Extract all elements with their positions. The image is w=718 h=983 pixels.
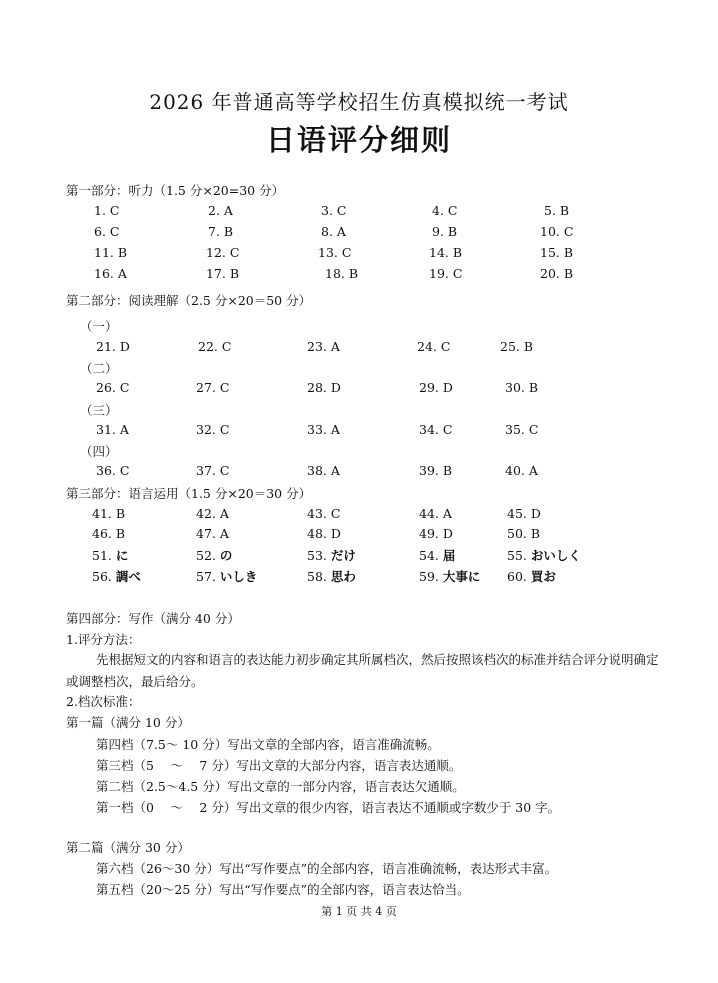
page-footer: 第 1 页 共 4 页 [321,905,397,918]
answer-item: 25. B [500,339,534,354]
answer-item: 24. C [417,339,451,354]
answer-item: 29. D [419,380,453,395]
answer-item: 44. A [419,506,452,521]
answer-item: 38. A [307,463,340,478]
answer-item: 30. B [505,380,539,395]
answer-item: 6. C [94,224,120,239]
document-title: 日语评分细则 [265,123,452,157]
answer-item: 35. C [505,422,539,437]
answer-item: 27. C [196,380,230,395]
answer-item: 15. B [540,245,574,260]
answer-item: 45. D [507,506,541,521]
answer-item: 60. 買お [507,569,556,584]
answer-item: 5. B [544,203,570,218]
essay2-heading: 第二篇（满分 30 分） [66,840,190,855]
answer-item: 57. いしき [196,569,258,584]
answer-item: 33. A [307,422,340,437]
answer-item: 37. C [196,463,230,478]
answer-item: 21. D [96,339,130,354]
answer-item: 54. 届 [419,548,456,563]
answer-item: 28. D [307,380,341,395]
answer-item: 36. C [96,463,130,478]
method-heading: 1.评分方法： [66,632,141,647]
answer-item: 12. C [206,245,240,260]
answer-item: 55. おいしく [507,548,581,563]
part2-heading: 第二部分：阅读理解（2.5 分×20＝50 分） [66,293,312,308]
criteria-line: 第四档（7.5～ 10 分）写出文章的全部内容，语言准确流畅。 [96,737,440,752]
answer-item: 7. B [208,224,234,239]
answer-item: 20. B [540,266,574,281]
group-label: （四） [80,444,118,459]
answer-item: 17. B [206,266,240,281]
answer-item: 23. A [307,339,340,354]
answer-item: 56. 調べ [92,569,141,584]
answer-item: 41. B [92,506,126,521]
answer-item: 52. の [196,548,233,563]
answer-item: 58. 思わ [307,569,356,584]
answer-item: 32. C [196,422,230,437]
answer-item: 11. B [94,245,128,260]
answer-item: 18. B [325,266,359,281]
answer-item: 1. C [94,203,120,218]
answer-item: 22. C [198,339,232,354]
group-label: （一） [80,319,118,334]
answer-item: 19. C [429,266,463,281]
answer-item: 50. B [507,526,541,541]
part4-heading: 第四部分：写作（满分 40 分） [66,611,240,626]
answer-item: 34. C [419,422,453,437]
answer-item: 13. C [318,245,352,260]
standard-heading: 2.档次标准： [66,694,141,709]
answer-item: 8. A [321,224,346,239]
answer-item: 31. A [96,422,129,437]
answer-item: 39. B [419,463,453,478]
answer-item: 43. C [307,506,341,521]
criteria-line: 第二档（2.5～4.5 分）写出文章的一部分内容，语言表达欠通顺。 [96,779,465,794]
group-label: （三） [80,403,118,418]
part3-heading: 第三部分：语言运用（1.5 分×20＝30 分） [66,486,312,501]
exam-title: 2026 年普通高等学校招生仿真模拟统一考试 [149,90,569,114]
answer-item: 53. だけ [307,548,356,563]
answer-item: 4. C [432,203,458,218]
answer-item: 42. A [196,506,229,521]
answer-item: 3. C [321,203,347,218]
method-text: 先根据短文的内容和语言的表达能力初步确定其所属档次，然后按照该档次的标准并结合评分说明确定或调整档次，最后给分。 [66,652,659,689]
answer-item: 40. A [505,463,538,478]
answer-item: 48. D [307,526,341,541]
answer-item: 49. D [419,526,453,541]
part1-heading: 第一部分：听力（1.5 分×20=30 分） [66,183,285,198]
criteria-line: 第六档（26～30 分）写出“写作要点”的全部内容，语言准确流畅，表达形式丰富。 [96,861,558,876]
essay1-heading: 第一篇（满分 10 分） [66,715,190,730]
answer-item: 10. C [540,224,574,239]
criteria-line: 第五档（20～25 分）写出“写作要点”的全部内容，语言表达恰当。 [96,882,470,897]
group-label: （二） [80,361,118,376]
answer-item: 14. B [429,245,463,260]
answer-item: 46. B [92,526,126,541]
criteria-line: 第三档（5 ～ 7 分）写出文章的大部分内容，语言表达通顺。 [96,758,462,773]
criteria-line: 第一档（0 ～ 2 分）写出文章的很少内容，语言表达不通顺或字数少于 30 字。 [96,800,561,815]
answer-item: 59. 大事に [419,569,481,584]
answer-item: 47. A [196,526,229,541]
answer-item: 2. A [208,203,233,218]
answer-item: 9. B [432,224,458,239]
answer-item: 16. A [94,266,127,281]
answer-item: 51. に [92,548,129,563]
answer-item: 26. C [96,380,130,395]
